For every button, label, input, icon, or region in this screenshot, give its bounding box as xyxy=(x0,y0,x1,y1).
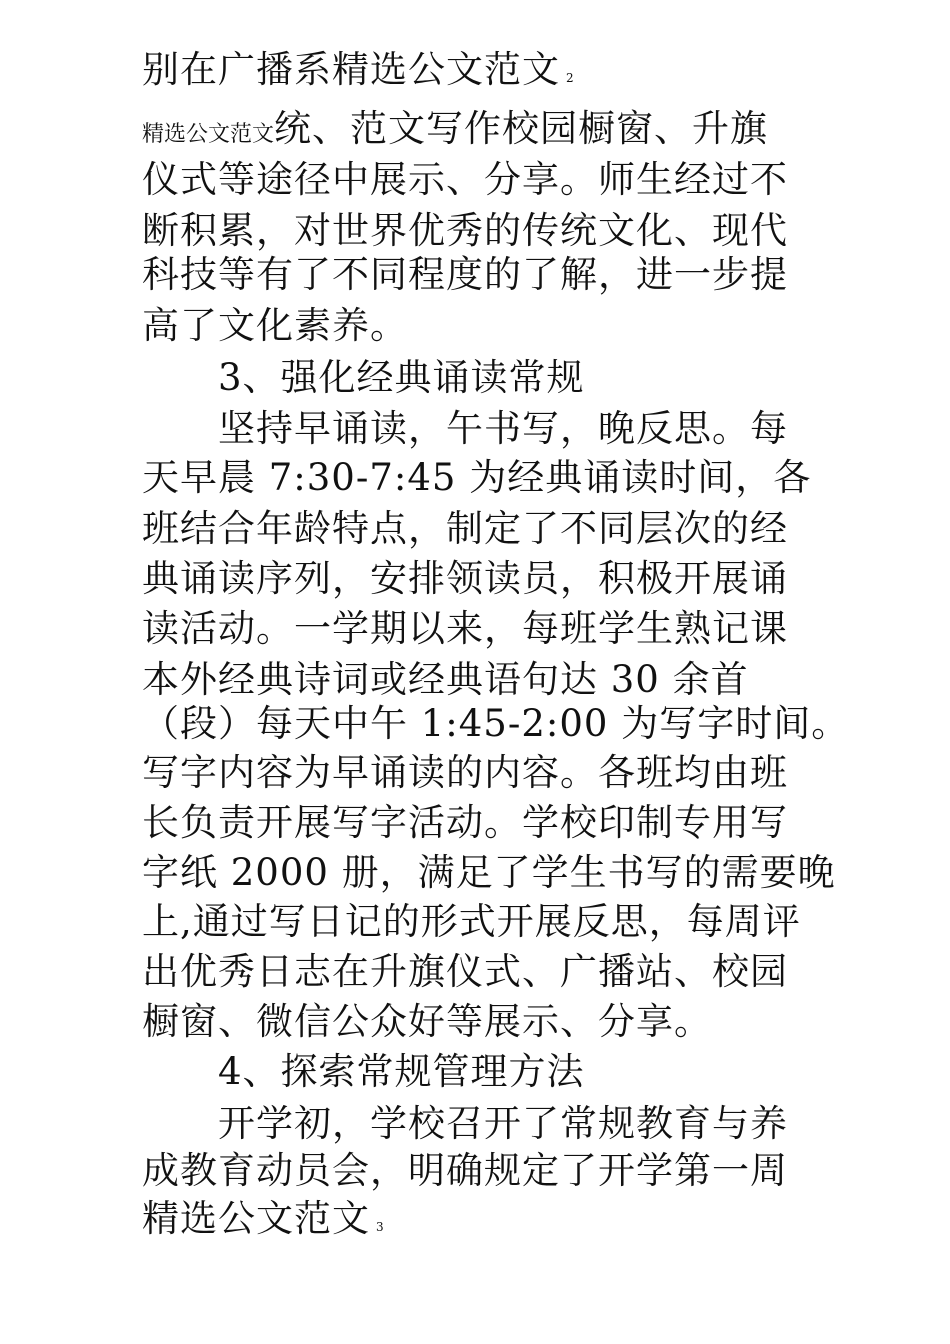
page-number: 2 xyxy=(566,71,574,85)
text-line xyxy=(142,44,574,96)
text-line: 上,通过写日记的形式开展反思，每周评 xyxy=(142,900,801,943)
text-line xyxy=(142,103,768,155)
text-line: 出优秀日志在升旗仪式、广播站、校园 xyxy=(142,950,788,993)
text-line: （段）每天中午 1:45-2:00 为写字时间。 xyxy=(142,702,850,745)
text-line: 橱窗、微信公众好等展示、分享。 xyxy=(142,1000,712,1043)
section-heading: 4、探索常规管理方法 xyxy=(218,1050,585,1093)
text-line: 开学初，学校召开了常规教育与养 xyxy=(218,1102,788,1145)
text-line: 长负责开展写字活动。学校印制专用写 xyxy=(142,801,788,844)
text-line: 高了文化素养。 xyxy=(142,304,408,347)
text-line: 科技等有了不同程度的了解，进一步提 xyxy=(142,253,788,296)
text-line: 典诵读序列，安排领读员，积极开展诵 xyxy=(142,557,788,600)
text-line: 仪式等途径中展示、分享。师生经过不 xyxy=(142,158,788,201)
text-line xyxy=(142,1193,384,1245)
text-line: 写字内容为早诵读的内容。各班均由班 xyxy=(142,751,788,794)
text-line: 天早晨 7:30-7:45 为经典诵读时间，各 xyxy=(142,456,812,499)
page-number: 3 xyxy=(376,1220,384,1234)
section-heading: 3、强化经典诵读常规 xyxy=(218,356,585,399)
watermark-label: 精选公文范文 xyxy=(142,122,275,147)
text-content: 精选公文范文 xyxy=(142,1197,370,1240)
text-line: 班结合年龄特点，制定了不同层次的经 xyxy=(142,507,788,550)
text-content: 别在广播系精选公文范文 xyxy=(142,48,560,91)
text-line: 本外经典诗词或经典语句达 30 余首 xyxy=(142,658,749,701)
text-line: 坚持早诵读，午书写，晚反思。每 xyxy=(218,407,788,450)
text-content: 统、范文写作校园橱窗、升旗 xyxy=(274,107,769,150)
text-line: 字纸 2000 册，满足了学生书写的需要晚 xyxy=(142,851,836,894)
text-line: 断积累，对世界优秀的传统文化、现代 xyxy=(142,209,788,252)
text-line: 读活动。一学期以来，每班学生熟记课 xyxy=(142,607,788,650)
text-line: 成教育动员会，明确规定了开学第一周 xyxy=(142,1149,788,1192)
